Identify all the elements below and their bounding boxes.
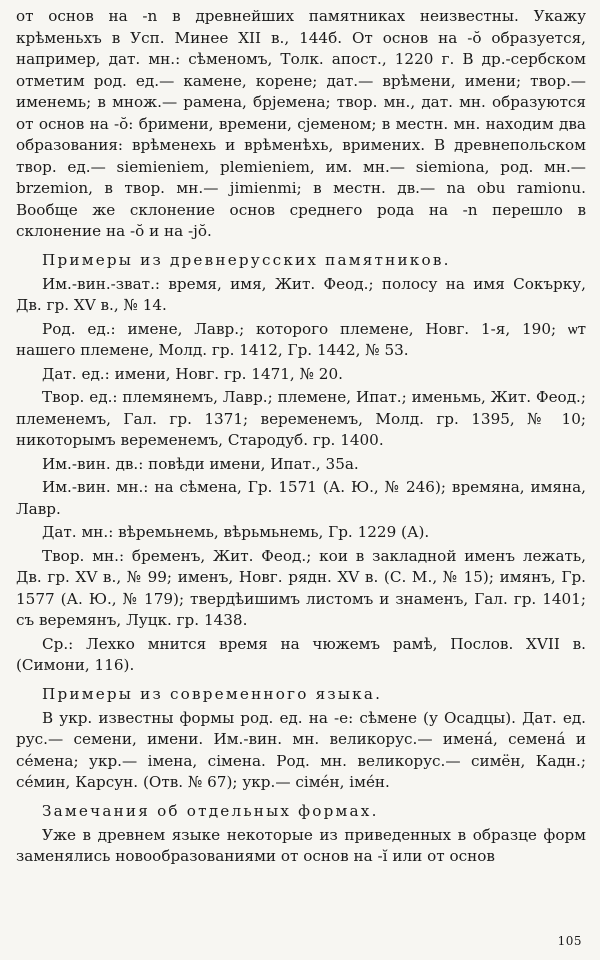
section-heading-notes: Замечания об отдельных формах.	[42, 801, 379, 820]
example-entry: Им.-вин. мн.: на сѣмена, Гр. 1571 (А. Ю., № 246); времяна, имяна, Лавр.	[16, 478, 586, 518]
section-heading-old-russian: Примеры из древнерусских памятников.	[42, 250, 451, 269]
example-entry: Им.-вин.-зват.: время, имя, Жит. Феод.; полосу на имя Сокърку, Дв. гр. XV в., № 14.	[16, 274, 586, 314]
example-entry: Дат. ед.: имени, Новг. гр. 1471, № 20.	[42, 364, 343, 383]
example-entry: Ср.: Лехко мнится время на чюжемъ рамѣ, Послов. XVII в. (Симони, 116).	[16, 634, 586, 674]
example-entry: Им.-вин. дв.: повѣди имени, Ипат., 35а.	[42, 454, 359, 473]
example-entry: Твор. ед.: племянемъ, Лавр.; племене, Ипат.; именьмь, Жит. Феод.; племенемъ, Гал. гр. 1371; веременемъ, Молд. гр. 1395, № 10; никоторымъ веременемъ, Стародуб. гр. 1400.	[16, 388, 586, 449]
example-entry: Дат. мн.: вѣремьнемь, вѣрьмьнемь, Гр. 1229 (А).	[42, 523, 430, 541]
section-heading-modern: Примеры из современного языка.	[42, 684, 383, 703]
notes-paragraph: Уже в древнем языке некоторые из приведенных в образце форм заменялись новообразованиями от основ на -ĭ или от основ	[16, 825, 586, 865]
modern-paragraph: В укр. известны формы род. ед. на -е: сѣмене (у Осадцы). Дат. ед. рус.— семени, имени. Им.-вин. мн. великорус.— имена́, семена́ и се́мена; укр.— імена, сімена. Род. мн. великорус.— симён, Кадн.; се́мин, Карсун. (Отв. № 67); укр.— сімéн, імéн.	[16, 708, 586, 791]
example-entry: Твор. мн.: бременъ, Жит. Феод.; кои в закладной именъ лежать, Дв. гр. XV в., № 99; именъ, Новг. рядн. XV в. (С. М., № 15); имянъ, Гр. 1577 (А. Ю., № 179); твердѣишимъ листомъ и знаменъ, Гал. гр. 1401; съ веремянъ, Луцк. гр. 1438.	[16, 546, 586, 629]
intro-paragraph: от основ на -n в древнейших памятниках неизвестны. Укажу крѣменьхъ в Усп. Минее XII в., 144б. От основ на -ŏ образуется, например, дат. мн.: сѣменомъ, Толк. апост., 1220 г. В др.-сербском отметим род. ед.— камене, корене; дат.— врѣмени, имени; твор.— именемь; в множ.— рамена, брјемена; твор. мн., дат. мн. образуются от основ на -ŏ: бримени, времени, сјеменом; в местн. мн. находим два образования: врѣменехь и врѣменѣхь, вримених. В древнепольском твор. ед.— siemieniem, plemieniem, им. мн.— siemiona, род. мн.— brzemion, в твор. мн.— jimienmi; в местн. дв.— na obu ramionu. Вообще же склонение основ среднего рода на -n перешло в склонение на -ŏ и на -jŏ.	[16, 7, 586, 240]
example-entry: Род. ед.: имене, Лавр.; которого племене, Новг. 1-я, 190; ѡт нашего племене, Молд. гр. 1412, Гр. 1442, № 53.	[16, 319, 586, 359]
page-number: 105	[557, 934, 582, 948]
